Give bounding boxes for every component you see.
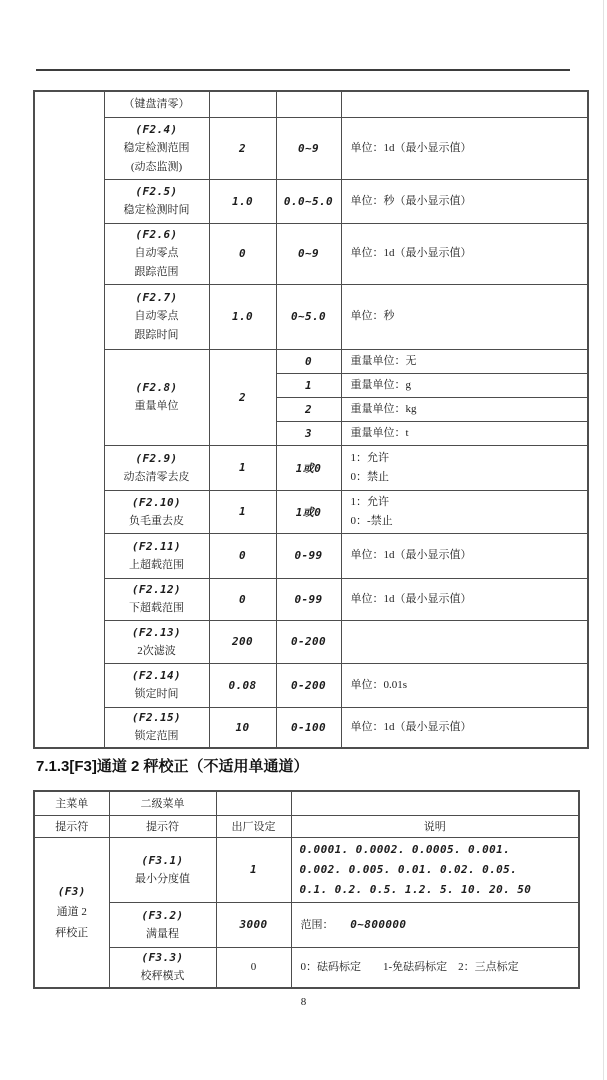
range-value: 0~800000: [350, 917, 407, 931]
factory-value: 2: [209, 117, 276, 179]
description: 单位：1d（最小显示值）: [341, 117, 588, 179]
param-name: 上超载范围: [129, 558, 184, 571]
option-description: 重量单位：t: [341, 421, 588, 445]
param-name: （键盘清零）: [123, 97, 190, 110]
description: 单位：秒: [341, 284, 588, 349]
range-value: 0.0~5.0: [276, 179, 341, 223]
description: 单位：1d（最小显示值）: [341, 578, 588, 620]
option-value: 0: [276, 349, 341, 373]
prompt-cell: [104, 533, 209, 578]
param-code: (F2.10): [131, 495, 182, 509]
prompt-cell: [104, 117, 209, 179]
table-row: [34, 349, 588, 373]
description: 0.0001. 0.0002. 0.0005. 0.001. 0.002. 0.005. 0.01. 0.02. 0.05. 0.1. 0.2. 0.5. 1.2. 5. 10. 20. 50: [291, 837, 579, 902]
prompt-cell: [104, 179, 209, 223]
range-value: 0~9: [276, 117, 341, 179]
range-value: 0-200: [276, 663, 341, 707]
param-name: 满量程: [146, 927, 179, 940]
param-code: (F2.8): [135, 381, 178, 394]
description: 单位：0.01s: [341, 663, 588, 707]
param-name: 下超载范围: [129, 602, 184, 614]
factory-value: 10: [209, 707, 276, 748]
param-code: (F2.5): [135, 185, 178, 198]
description: 1：允许 0：禁止: [341, 445, 588, 490]
option-description: 重量单位：g: [341, 373, 588, 397]
table-row: [34, 902, 579, 947]
prompt-cell: [109, 837, 216, 902]
prompt-cell: [104, 620, 209, 663]
param-code: (F2.13): [131, 625, 182, 639]
table-row: [34, 179, 588, 223]
param-name: 自动零点: [134, 247, 179, 259]
section-heading: 7.1.3[F3]通道 2 秤校正（不适用单通道）: [36, 758, 309, 775]
range-value: 0-99: [276, 533, 341, 578]
range-value: 0~5.0: [276, 284, 341, 349]
main-menu-cell: [34, 837, 109, 988]
table-row: [34, 578, 588, 620]
table-row: [34, 837, 579, 902]
param-name2: 跟踪时间: [134, 329, 179, 341]
prompt-cell: [104, 578, 209, 620]
header-sub-menu: 二级菜单: [109, 791, 216, 815]
f3-calibration-table: [33, 790, 580, 989]
param-code: (F2.12): [131, 583, 182, 596]
param-code: (F2.9): [135, 451, 178, 465]
factory-value: 0: [216, 947, 291, 988]
param-name: 校秤模式: [140, 970, 185, 983]
header-main-menu: 主菜单: [34, 791, 109, 815]
param-code: (F2.11): [131, 539, 182, 553]
param-code: (F3.1): [141, 853, 184, 867]
range-value: 1或0: [276, 490, 341, 533]
param-name: 自动零点: [134, 310, 179, 322]
header-empty-cell: [291, 791, 579, 815]
prompt-cell: [104, 223, 209, 284]
table-header-row: [34, 815, 579, 837]
header-empty-cell: [216, 791, 291, 815]
page-edge-line: [603, 0, 604, 1080]
option-description: 重量单位：kg: [341, 397, 588, 421]
description: 单位：秒（最小显示值）: [341, 179, 588, 223]
factory-value: 3000: [216, 902, 291, 947]
range-value: 0-99: [276, 578, 341, 620]
param-code: (F2.6): [135, 228, 178, 241]
header-factory: 出厂设定: [216, 815, 291, 837]
param-code: (F2.4): [135, 122, 178, 136]
param-code: (F2.7): [135, 291, 178, 304]
table-row: [34, 445, 588, 490]
menu-name: 通道 2: [56, 905, 87, 918]
description: [341, 620, 588, 663]
param-name: 锁定时间: [134, 688, 179, 700]
factory-value: 1.0: [209, 179, 276, 223]
param-name: 稳定检测时间: [123, 204, 190, 216]
table-row: [34, 284, 588, 349]
param-name: 2次滤波: [137, 644, 176, 657]
range-value: 0-100: [276, 707, 341, 748]
param-name: 负毛重去皮: [129, 514, 184, 527]
table-row: [34, 947, 579, 988]
factory-value: [209, 91, 276, 117]
factory-value: 1: [209, 445, 276, 490]
range-value: 0~9: [276, 223, 341, 284]
header-prompt: 提示符: [109, 815, 216, 837]
prompt-cell: [104, 349, 209, 445]
param-name2: 跟踪范围: [134, 266, 179, 278]
factory-value: 2: [209, 349, 276, 445]
table-row: [34, 707, 588, 748]
table-row: [34, 663, 588, 707]
option-value: 2: [276, 397, 341, 421]
table-row: [34, 620, 588, 663]
prompt-cell: [109, 902, 216, 947]
description: [291, 902, 579, 947]
prompt-cell: [104, 91, 209, 117]
page-number: 8: [300, 996, 307, 1008]
description: 单位：1d（最小显示值）: [341, 707, 588, 748]
param-name: 动态清零去皮: [123, 470, 190, 483]
range-label: 范围：: [300, 918, 334, 931]
table-row: [34, 91, 588, 117]
factory-value: 1.0: [209, 284, 276, 349]
table-row: [34, 533, 588, 578]
range-value: 0-200: [276, 620, 341, 663]
prompt-cell: [104, 490, 209, 533]
param-code: (F3.2): [141, 908, 184, 922]
table-row: [34, 223, 588, 284]
main-menu-cell-empty: [34, 91, 104, 748]
option-value: 1: [276, 373, 341, 397]
param-name: 锁定范围: [134, 730, 179, 743]
table-row: [34, 117, 588, 179]
factory-value: 0: [209, 578, 276, 620]
header-rule: [36, 69, 570, 71]
menu-name2: 秤校正: [55, 926, 89, 939]
table-header-row: [34, 791, 579, 815]
param-name: 最小分度值: [135, 872, 190, 885]
option-description: 重量单位：无: [341, 349, 588, 373]
factory-value: 0: [209, 533, 276, 578]
header-description: 说明: [291, 815, 579, 837]
description: 单位：1d（最小显示值）: [341, 223, 588, 284]
f2-parameter-table: [33, 90, 589, 749]
prompt-cell: [104, 663, 209, 707]
description: 1：允许 0：-禁止: [341, 490, 588, 533]
option-value: 3: [276, 421, 341, 445]
header-prompt: 提示符: [34, 815, 109, 837]
param-note: (动态监测): [130, 160, 183, 173]
param-code: (F2.14): [131, 669, 182, 682]
description: 单位：1d（最小显示值）: [341, 533, 588, 578]
menu-code: (F3): [57, 884, 86, 898]
prompt-cell: [109, 947, 216, 988]
factory-value: 0.08: [209, 663, 276, 707]
description: 0：砝码标定 1-免砝码标定 2：三点标定: [291, 947, 579, 988]
factory-value: 1: [209, 490, 276, 533]
param-code: (F3.3): [141, 951, 184, 965]
range-value: 1或0: [276, 445, 341, 490]
prompt-cell: [104, 284, 209, 349]
param-name: 稳定检测范围: [123, 141, 190, 154]
factory-value: 200: [209, 620, 276, 663]
prompt-cell: [104, 707, 209, 748]
param-code: (F2.15): [131, 711, 182, 725]
factory-value: 0: [209, 223, 276, 284]
description: [341, 91, 588, 117]
param-name: 重量单位: [134, 400, 179, 412]
table-row: [34, 490, 588, 533]
prompt-cell: [104, 445, 209, 490]
factory-value: 1: [216, 837, 291, 902]
range-value: [276, 91, 341, 117]
